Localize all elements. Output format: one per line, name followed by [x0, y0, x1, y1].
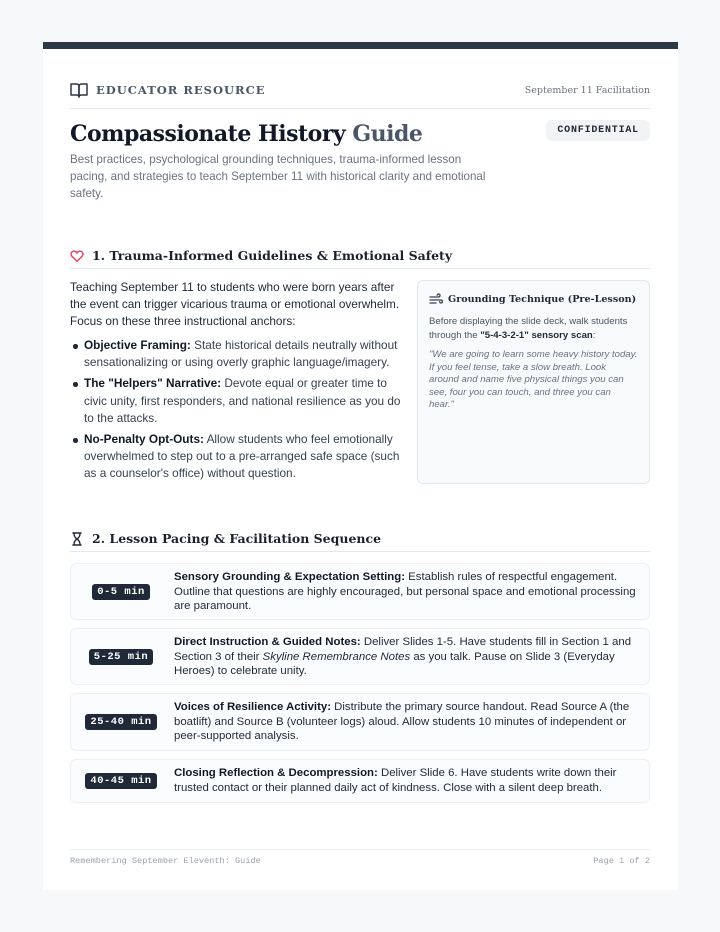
step-label: Voices of Resilience Activity: [174, 701, 331, 713]
list-item [70, 337, 405, 371]
step-description: Direct Instruction & Guided Notes: Deliver Slides 1-5. Have students fill in Section 1 and Section 3 of their Skyline Remembrance Notes as you talk. Pause on Slide 3 (Everyday Heroes) to celebrate unity. [174, 636, 632, 678]
list-item [70, 375, 405, 427]
card-title: Grounding Technique (Pre-Lesson) [448, 293, 637, 305]
page-title [70, 121, 422, 147]
section2-heading [70, 526, 650, 552]
section1-title: 1. Trauma-Informed Guidelines & Emotional Safety [92, 248, 453, 263]
footer-title: Remembering September Eleventh: Guide [70, 856, 261, 866]
section1-heading [70, 243, 650, 269]
page-number: Page 1 of 2 [593, 856, 650, 866]
card-body: Before displaying the slide deck, walk students through the "5-4-3-2-1" sensory scan: [429, 316, 628, 342]
anchor-list [70, 337, 405, 487]
book-open-icon [70, 82, 88, 98]
list-item [70, 431, 405, 483]
pacing-step [70, 628, 650, 685]
step-description [174, 570, 641, 614]
pacing-step [70, 759, 650, 803]
pacing-step [70, 693, 650, 751]
document-header [70, 78, 650, 102]
step-text: Establish rules of respectful engagement. Outline that questions are highly encouraged, but personal space and emotional processing are paramount. [174, 571, 636, 613]
grounding-technique-card [417, 280, 650, 484]
step-label: Closing Reflection & Decompression: [174, 767, 378, 779]
hourglass-icon [70, 532, 84, 546]
page-footer [70, 856, 650, 866]
card-quote: "We are going to learn some heavy history today. If you feel tense, take a slow breath. Look around and name five physical things you can see, four you can touch, and three you can hear." [429, 349, 638, 411]
list-item-label: The "Helpers" Narrative: [84, 376, 222, 391]
header-divider [70, 108, 650, 109]
eyebrow-label: EDUCATOR RESOURCE [96, 83, 266, 97]
list-item-text: State historical details neutrally without sensationalizing or using overly graphic language/imagery. [84, 338, 398, 370]
title-accent: Guide [352, 121, 423, 147]
time-badge: 0-5 min [92, 584, 150, 600]
step-text: Deliver Slide 6. Have students write down their trusted contact or their planned daily act of kindness. Close with a silent deep breath. [174, 767, 617, 794]
pacing-step [70, 563, 650, 620]
section2-title: 2. Lesson Pacing & Facilitation Sequence [92, 531, 382, 546]
list-item-text: Allow students who feel emotionally overwhelmed to step out to a pre-arranged safe space (such as a counselor's office) without question. [84, 432, 400, 481]
time-badge: 5-25 min [89, 649, 153, 665]
step-text: Distribute the primary source handout. Read Source A (the boatlift) and Source B (volunteer logs) aloud. Allow students 10 minutes of independent or peer-supported analysis. [174, 701, 630, 743]
step-description [174, 766, 641, 795]
heart-icon [70, 249, 84, 263]
section1-intro: Teaching September 11 to students who were born years after the event can trigger vicarious trauma or emotional overwhelm. Focus on these three instructional anchors: [70, 280, 400, 329]
step-label: Direct Instruction & Guided Notes: [174, 636, 361, 648]
notes-title: Skyline Remembrance Notes [262, 650, 411, 663]
title-main: Compassionate History [70, 121, 346, 147]
list-item-label: No-Penalty Opt-Outs: [84, 432, 204, 447]
header-meta: September 11 Facilitation [524, 84, 650, 96]
document-page [43, 42, 678, 890]
card-body-bold: "5-4-3-2-1" sensory scan [480, 330, 593, 342]
step-description [174, 700, 641, 744]
time-badge: 40-45 min [85, 773, 156, 789]
list-item-text: Devote equal or greater time to civic unity, first responders, and national resilience as you do to the attacks. [84, 376, 401, 425]
footer-divider [70, 849, 650, 850]
step-label: Sensory Grounding & Expectation Setting: [174, 571, 405, 583]
page-subtitle: Best practices, psychological grounding techniques, trauma-informed lesson pacing, and strategies to teach September 11 with historical clarity and emotional safety. [70, 153, 486, 200]
time-badge: 25-40 min [85, 714, 156, 730]
list-item-label: Objective Framing: [84, 338, 191, 352]
wind-icon [429, 293, 443, 305]
confidential-badge: CONFIDENTIAL [546, 120, 650, 141]
